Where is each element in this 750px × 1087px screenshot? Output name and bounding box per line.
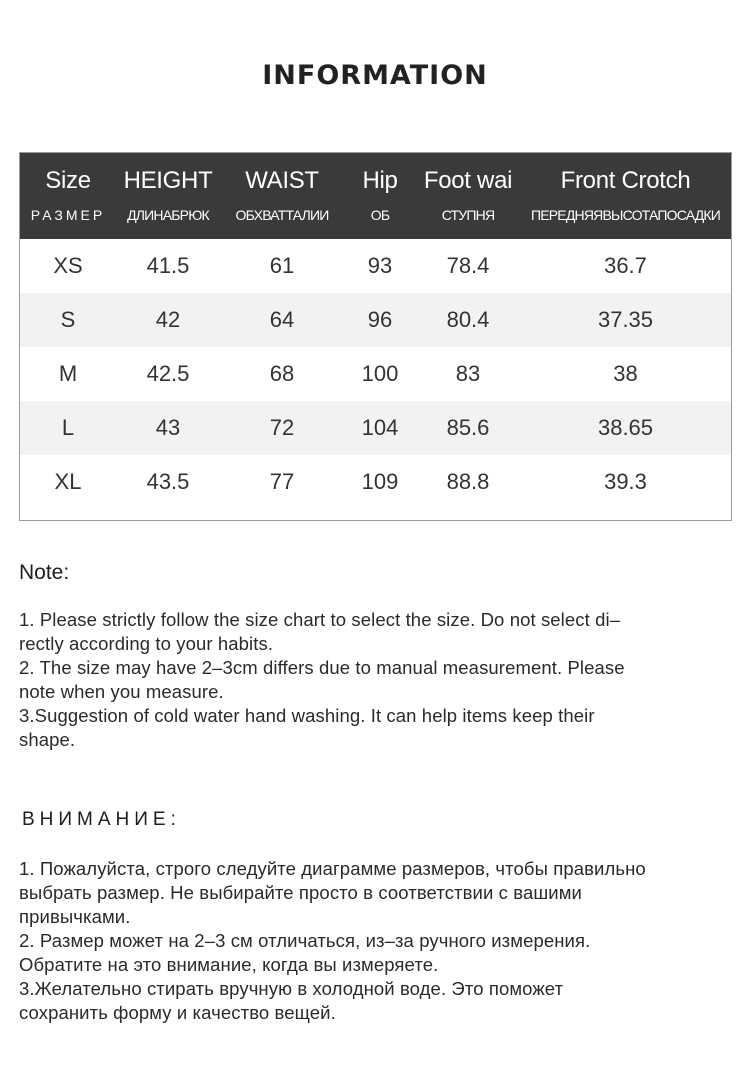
note-heading: Note: — [19, 561, 70, 584]
note-paragraph — [19, 608, 731, 752]
vnimanie-heading: ВНИМАНИЕ: — [22, 809, 181, 830]
front-crotch-cell: 37.35 — [597, 307, 654, 332]
size-cell: XS — [53, 253, 83, 278]
vnimanie-line: выбрать размер. Не выбирайте просто в соответствии с вашими — [19, 882, 582, 903]
size-cell: S — [60, 307, 76, 332]
hip-cell: 104 — [361, 415, 399, 440]
header-label-en: WAIST — [245, 167, 319, 194]
header-label-ru: РАЗМЕР — [30, 207, 106, 223]
foot-cell: 78.4 — [446, 253, 490, 278]
note-line: 3.Suggestion of cold water hand washing. It can help items keep their — [19, 705, 595, 726]
note-line: 1. Please strictly follow the size chart to select the size. Do not select di– — [19, 609, 621, 630]
note-line: rectly according to your habits. — [19, 633, 274, 654]
front-crotch-cell: 36.7 — [604, 253, 647, 278]
header-label-en: HEIGHT — [123, 167, 213, 194]
header-waist — [220, 153, 344, 239]
header-label-en: Hip — [362, 167, 398, 194]
table-row — [20, 239, 731, 293]
vnimanie-line: привычками. — [19, 906, 131, 927]
waist-cell: 77 — [269, 469, 295, 494]
height-cell: 43 — [155, 415, 181, 440]
height-cell: 42.5 — [146, 361, 190, 386]
header-label-en: Front Crotch — [560, 167, 691, 194]
vnimanie-line: сохранить форму и качество вещей. — [19, 1002, 336, 1023]
table-row — [20, 455, 731, 509]
vnimanie-line: 1. Пожалуйста, строго следуйте диаграмме размеров, чтобы правильно — [19, 858, 646, 879]
hip-cell: 93 — [367, 253, 393, 278]
height-cell: 43.5 — [146, 469, 190, 494]
vnimanie-line: Обратите на это внимание, когда вы измеряете. — [19, 954, 439, 975]
vnimanie-line: 3.Желательно стирать вручную в холодной воде. Это поможет — [19, 978, 564, 999]
header-label-en: Size — [45, 167, 91, 194]
header-height — [116, 153, 220, 239]
header-label-ru: ОБХВАТТАЛИИ — [235, 207, 329, 223]
waist-cell: 61 — [269, 253, 295, 278]
foot-cell: 80.4 — [446, 307, 490, 332]
foot-cell: 85.6 — [446, 415, 490, 440]
front-crotch-cell: 39.3 — [604, 469, 647, 494]
front-crotch-cell: 38 — [613, 361, 638, 386]
table-row — [20, 293, 731, 347]
header-label-ru: ОБ — [370, 207, 390, 223]
hip-cell: 96 — [367, 307, 393, 332]
height-cell: 42 — [155, 307, 181, 332]
size-chart-table — [19, 152, 732, 521]
hip-cell: 100 — [361, 361, 399, 386]
header-label-ru: СТУПНЯ — [441, 207, 495, 223]
vnimanie-paragraph — [19, 857, 731, 1025]
note-line: 2. The size may have 2–3cm differs due to manual measurement. Please — [19, 657, 625, 678]
note-line: note when you measure. — [19, 681, 224, 702]
size-cell: L — [61, 415, 75, 440]
note-line: shape. — [19, 729, 76, 750]
table-header — [20, 153, 731, 239]
page-title: INFORMATION — [262, 60, 488, 91]
vnimanie-line: 2. Размер может на 2–3 см отличаться, из–за ручного измерения. — [19, 930, 591, 951]
waist-cell: 72 — [269, 415, 295, 440]
height-cell: 41.5 — [146, 253, 190, 278]
waist-cell: 68 — [269, 361, 295, 386]
foot-cell: 83 — [455, 361, 481, 386]
size-cell: XL — [54, 469, 82, 494]
front-crotch-cell: 38.65 — [597, 415, 654, 440]
table-row — [20, 401, 731, 455]
table-row — [20, 347, 731, 401]
header-size — [20, 153, 116, 239]
header-label-en: Foot wai — [423, 167, 513, 194]
header-label-ru: ДЛИНАБРЮК — [127, 207, 209, 223]
header-front-crotch — [520, 153, 731, 239]
hip-cell: 109 — [361, 469, 399, 494]
size-cell: M — [58, 361, 78, 386]
foot-cell: 88.8 — [446, 469, 490, 494]
header-hip — [344, 153, 416, 239]
header-label-ru: ПЕРЕДНЯЯВЫСОТАПОСАДКИ — [530, 207, 721, 223]
header-foot — [416, 153, 520, 239]
waist-cell: 64 — [269, 307, 295, 332]
